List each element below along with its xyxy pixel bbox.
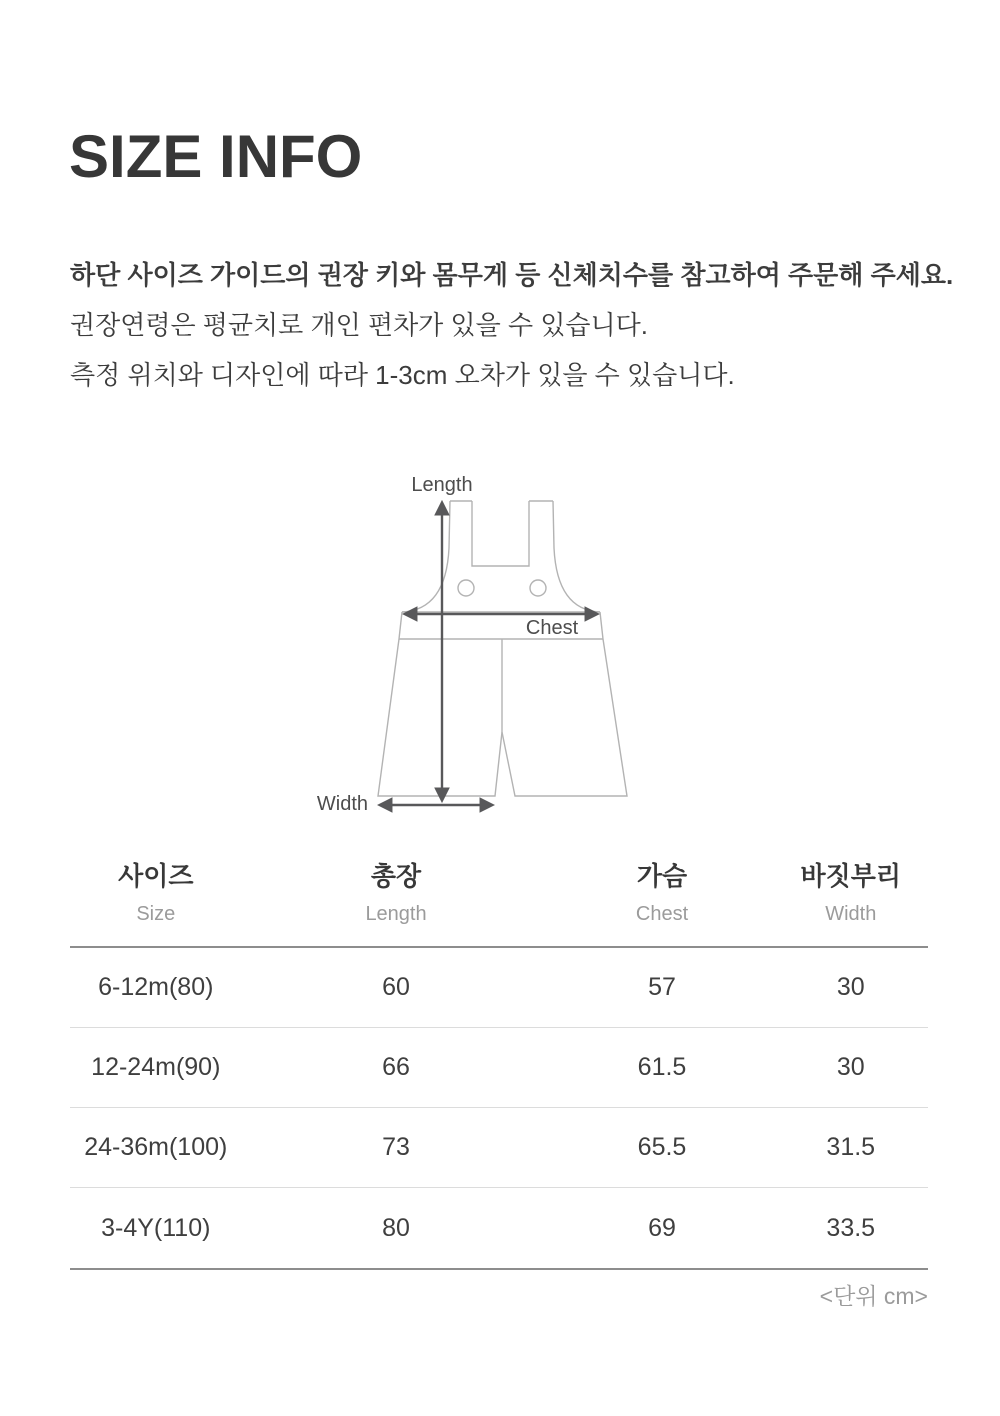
column-header-length — [242, 862, 551, 924]
column-header-size — [70, 862, 242, 924]
chest-cell: 57 — [648, 973, 676, 1001]
table-row — [70, 1108, 928, 1188]
chest-label: Chest — [525, 617, 579, 639]
size-table-header — [70, 862, 928, 924]
column-header-width-en: Width — [825, 903, 877, 925]
chest-cell: 65.5 — [637, 1133, 687, 1161]
intro-line-1: 하단 사이즈 가이드의 권장 키와 몸무게 등 신체치수를 참고하여 주문해 주세요. — [70, 260, 954, 290]
length-cell: 80 — [382, 1213, 410, 1242]
length-label: Length — [411, 474, 473, 496]
size-cell: 12-24m(90) — [91, 1053, 221, 1081]
column-header-chest-en: Chest — [635, 903, 689, 925]
intro-line-3: 측정 위치와 디자인에 따라 1-3cm 오차가 있을 수 있습니다. — [70, 360, 735, 390]
right-button — [530, 580, 546, 596]
table-row — [70, 1188, 928, 1268]
measurement-diagram — [280, 460, 720, 820]
chest-cell: 69 — [648, 1213, 676, 1242]
width-label: Width — [316, 793, 368, 815]
overalls-outline — [378, 501, 627, 796]
table-row — [70, 1028, 928, 1108]
column-header-width-ko: 바짓부리 — [800, 861, 901, 891]
length-cell: 73 — [382, 1133, 410, 1161]
chest-cell: 61.5 — [637, 1053, 687, 1081]
size-cell: 6-12m(80) — [98, 973, 214, 1001]
left-button — [458, 580, 474, 596]
column-header-length-en: Length — [365, 903, 427, 925]
length-cell: 66 — [382, 1053, 410, 1081]
size-cell: 3-4Y(110) — [101, 1213, 211, 1242]
unit-note: <단위 cm> — [819, 1283, 928, 1309]
column-header-size-en: Size — [136, 903, 176, 925]
intro-text — [70, 250, 970, 400]
overalls-diagram-svg — [280, 460, 720, 820]
page-title: SIZE INFO — [69, 123, 363, 190]
width-cell: 33.5 — [826, 1213, 876, 1242]
column-header-length-ko: 총장 — [370, 861, 422, 891]
size-table — [70, 946, 928, 1270]
length-cell: 60 — [382, 973, 410, 1001]
size-cell: 24-36m(100) — [84, 1133, 228, 1161]
column-header-chest-ko: 가슴 — [636, 861, 688, 891]
width-cell: 30 — [836, 973, 865, 1001]
intro-line-2: 권장연령은 평균치로 개인 편차가 있을 수 있습니다. — [70, 310, 649, 340]
table-row — [70, 948, 928, 1028]
column-header-size-ko: 사이즈 — [118, 861, 194, 891]
width-cell: 31.5 — [826, 1133, 876, 1161]
width-cell: 30 — [836, 1053, 865, 1081]
column-header-chest — [550, 862, 773, 924]
column-header-width — [774, 862, 928, 924]
